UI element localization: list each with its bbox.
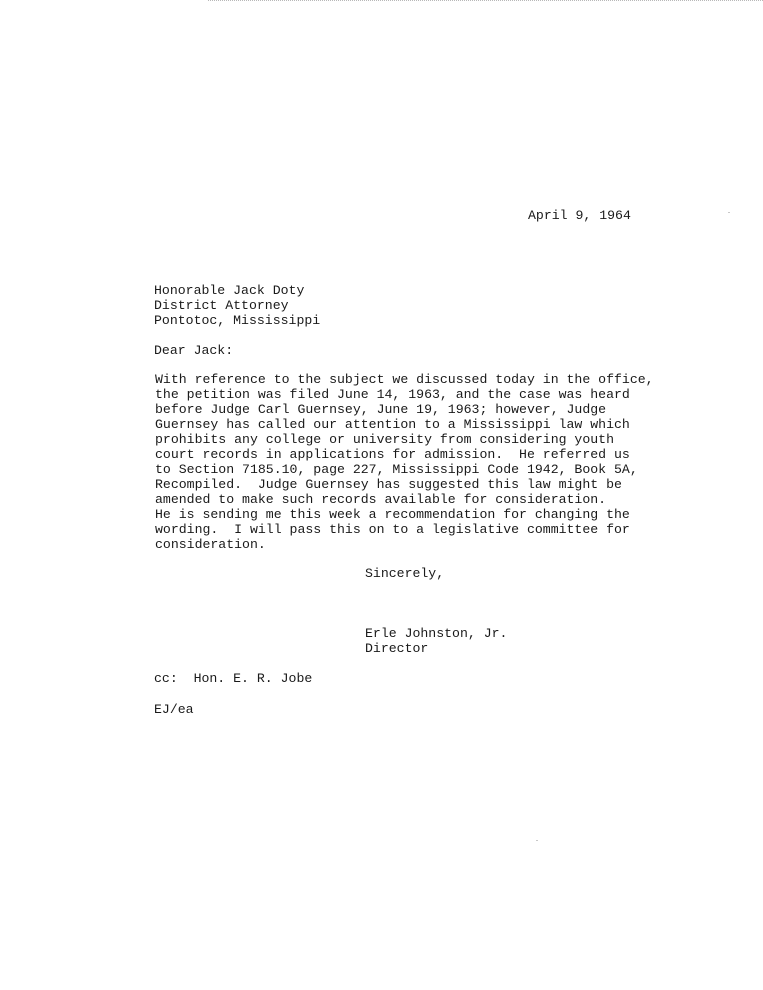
body-line: the petition was filed June 14, 1963, and the case was heard [155, 387, 630, 402]
body-line: prohibits any college or university from considering youth [155, 432, 614, 447]
letter-date: April 9, 1964 [528, 208, 631, 223]
body-line: wording. I will pass this on to a legislative committee for [155, 522, 630, 537]
signer-name: Erle Johnston, Jr. [365, 626, 508, 641]
body-line: amended to make such records available for consideration. [155, 492, 607, 507]
body-line: With reference to the subject we discussed today in the office, [155, 372, 654, 387]
salutation: Dear Jack: [154, 343, 234, 358]
body-line: before Judge Carl Guernsey, June 19, 1963; however, Judge [155, 402, 607, 417]
body-line: He is sending me this week a recommendation for changing the [155, 507, 630, 522]
body-line: consideration. [155, 537, 266, 552]
signer-title: Director [365, 641, 429, 656]
closing: Sincerely, [365, 566, 445, 581]
body-line: court records in applications for admission. He referred us [155, 447, 630, 462]
recipient-location: Pontotoc, Mississippi [154, 313, 321, 328]
cc-line: cc: Hon. E. R. Jobe [154, 671, 313, 686]
recipient-title: District Attorney [154, 298, 289, 313]
body-line: to Section 7185.10, page 227, Mississippi Code 1942, Book 5A, [155, 462, 638, 477]
typist-initials: EJ/ea [154, 702, 194, 717]
top-dotted-edge [208, 0, 763, 1]
body-line: Recompiled. Judge Guernsey has suggested this law might be [155, 477, 622, 492]
recipient-name: Honorable Jack Doty [154, 283, 305, 298]
scan-speck [536, 840, 538, 841]
scan-speck [728, 212, 730, 213]
body-line: Guernsey has called our attention to a Mississippi law which [155, 417, 630, 432]
